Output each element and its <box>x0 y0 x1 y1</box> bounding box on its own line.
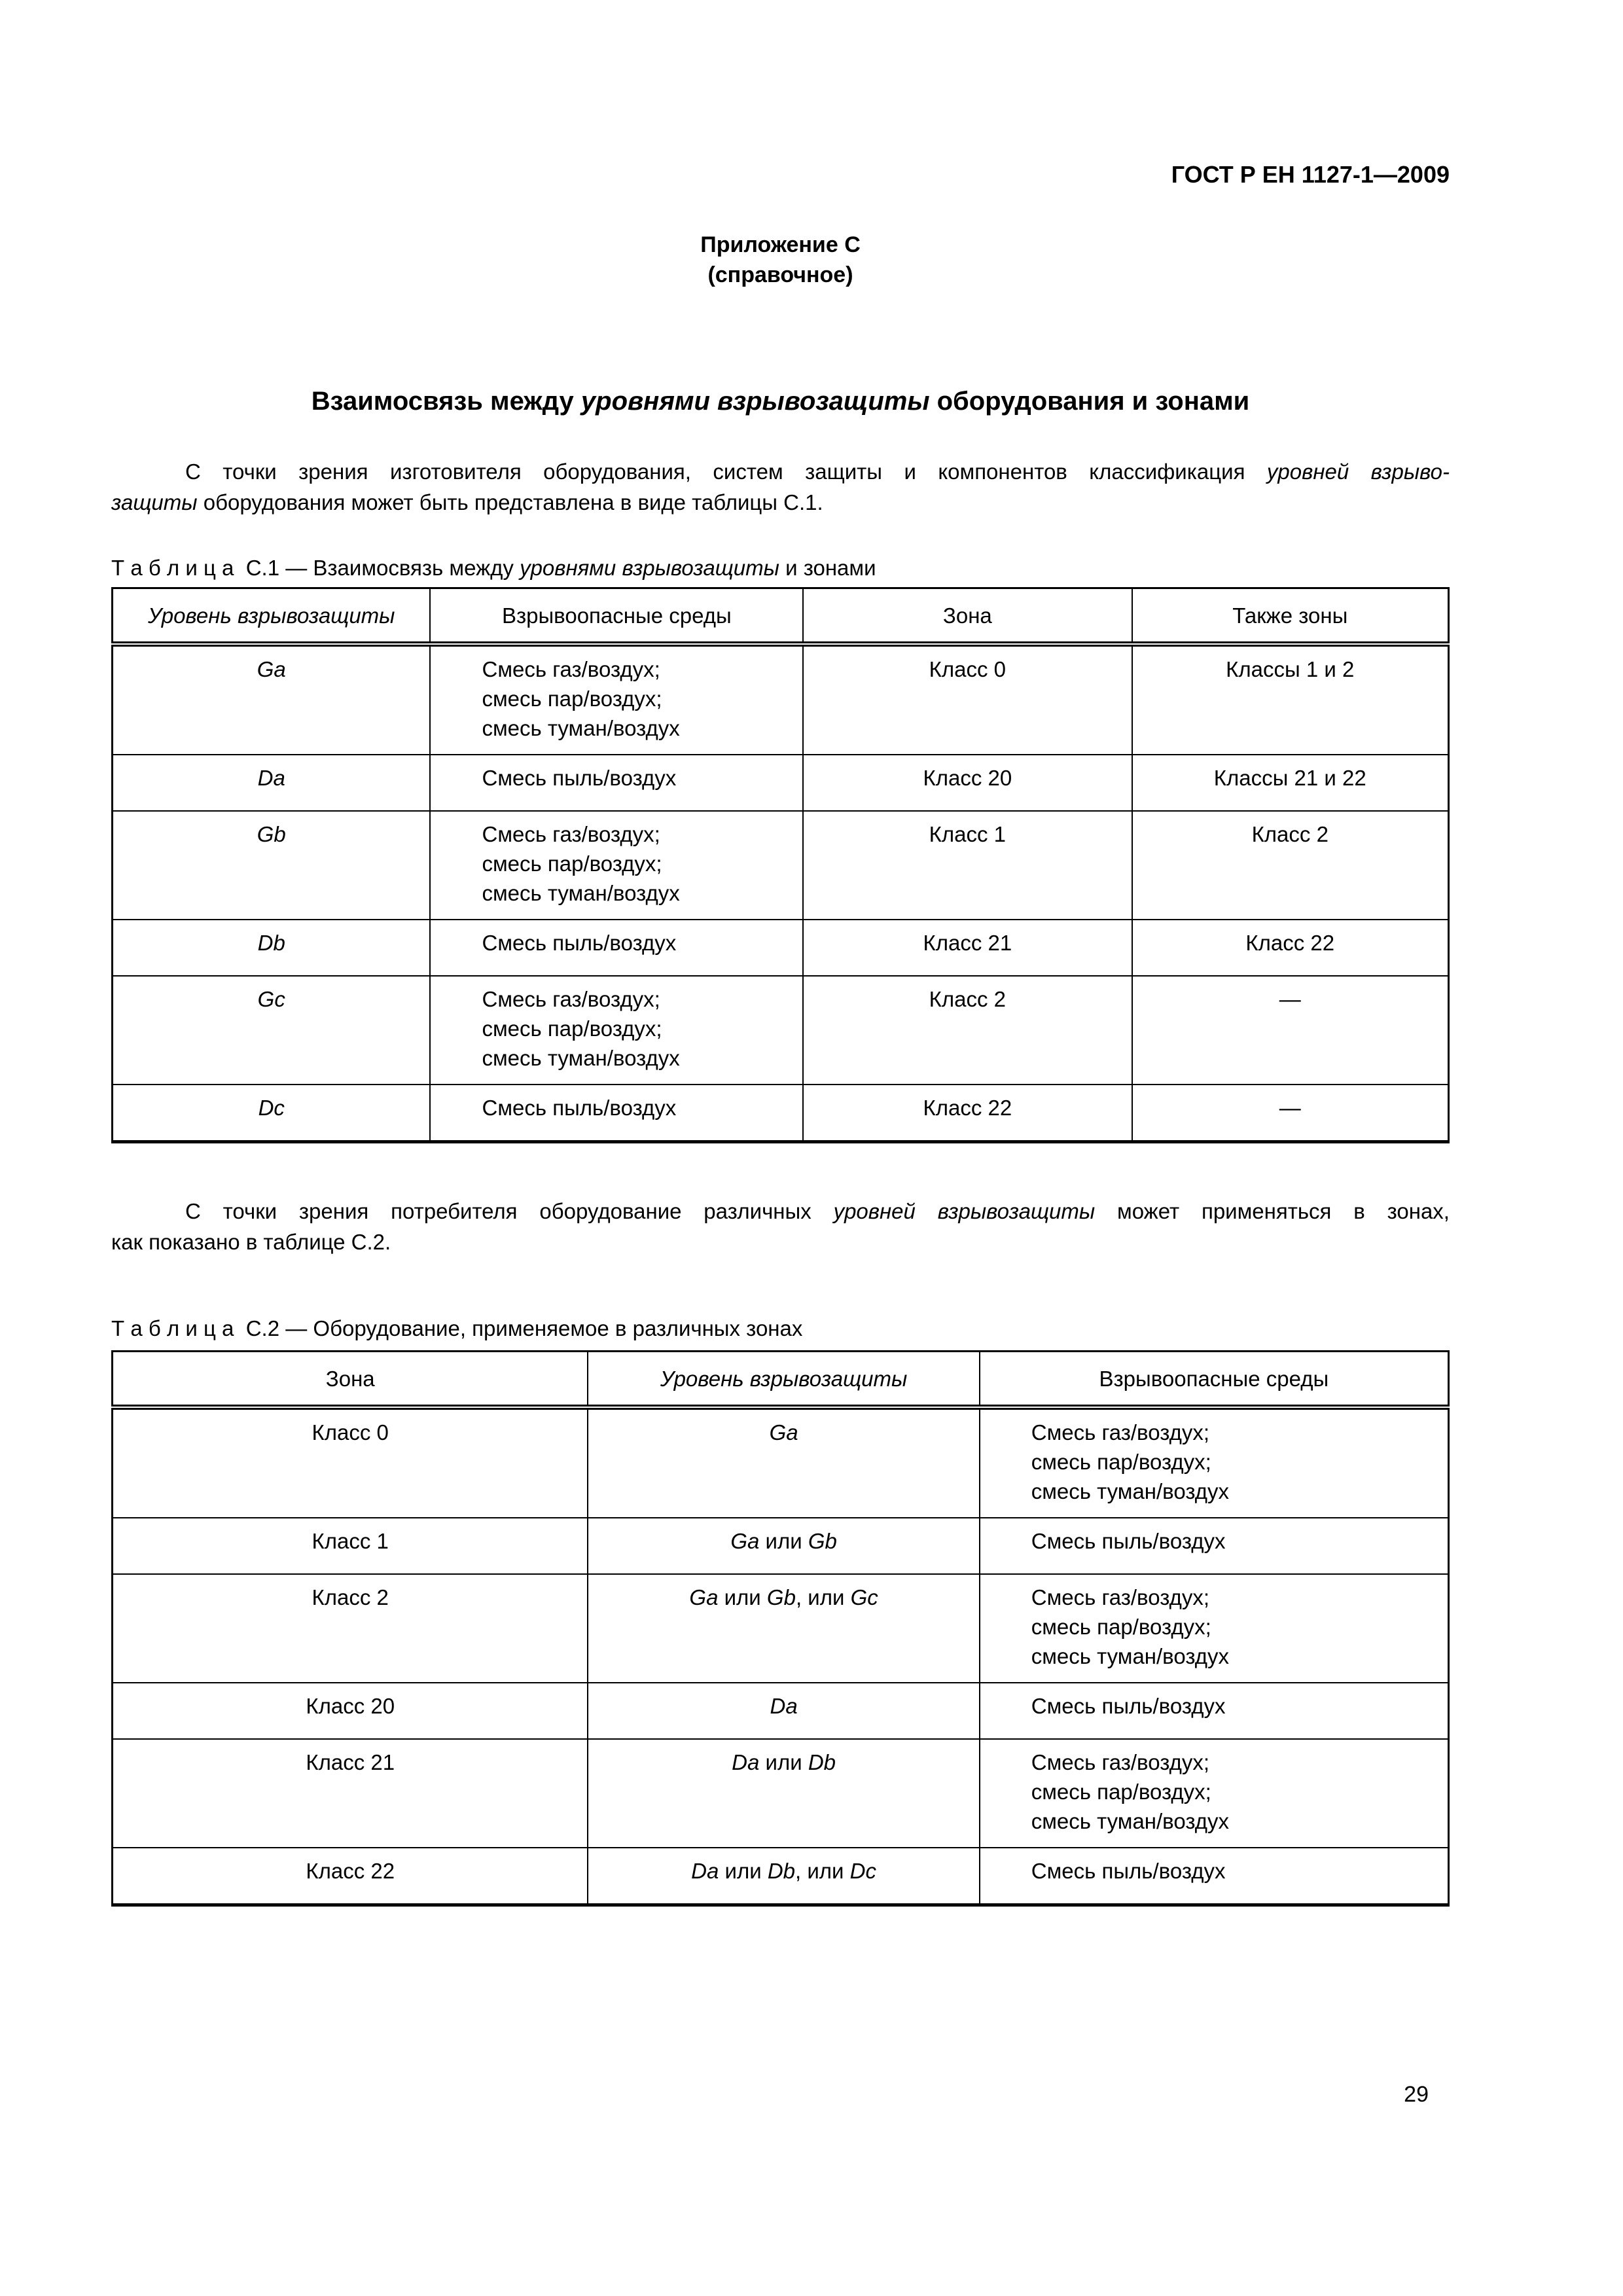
cell-zone: Класс 22 <box>803 1085 1132 1142</box>
level-code: Db <box>808 1750 836 1774</box>
level-code: Da <box>257 766 285 790</box>
table-row <box>113 644 1449 755</box>
table-row <box>113 1085 1449 1142</box>
cell-level <box>588 1848 979 1905</box>
level-code: Da <box>770 1694 798 1718</box>
page-title-italic: уровнями взрывозащиты <box>580 387 930 416</box>
cell-zone: Класс 2 <box>803 976 1132 1085</box>
paragraph-1-line-2 <box>111 487 1450 518</box>
cell-zone: Класс 20 <box>113 1683 588 1739</box>
level-code: Gc <box>257 987 285 1011</box>
table-c1-caption-post: и зонами <box>779 556 876 580</box>
cell-level <box>588 1739 979 1848</box>
level-code: Db <box>257 931 285 955</box>
cell-zone: Класс 0 <box>113 1407 588 1518</box>
media-line: смесь туман/воздух <box>1031 1644 1229 1668</box>
level-code: Da <box>732 1750 760 1774</box>
paragraph-2-text-2: может применяться в зонах, <box>1095 1199 1450 1223</box>
level-code: Gc <box>850 1585 878 1609</box>
paragraph-1-line-1 <box>111 456 1450 487</box>
media-line: смесь пар/воздух; <box>1031 1450 1211 1474</box>
level-sep: , или <box>795 1585 851 1609</box>
level-code: Ga <box>257 657 286 681</box>
table-row <box>113 811 1449 920</box>
cell-level <box>113 1085 431 1142</box>
header-label: Уровень взрывозащиты <box>148 603 395 628</box>
page-content <box>111 0 1450 1907</box>
media-line: смесь пар/воздух; <box>482 852 662 876</box>
appendix-title: Приложение С <box>700 232 861 257</box>
cell-also: Класс 22 <box>1132 920 1449 976</box>
media-line: Смесь газ/воздух; <box>1031 1750 1210 1774</box>
table-row <box>113 1407 1449 1518</box>
media-line: Смесь пыль/воздух <box>1031 1859 1226 1883</box>
table-c2-header-row <box>113 1352 1449 1408</box>
table-c1-caption-label: Т а б л и ц а С.1 — <box>111 556 313 580</box>
cell-level <box>588 1574 979 1683</box>
cell-zone: Класс 1 <box>803 811 1132 920</box>
media-line: смесь пар/воздух; <box>482 1016 662 1041</box>
page-title-post: оборудования и зонами <box>929 387 1250 416</box>
table-c1-header-media: Взрывоопасные среды <box>430 588 803 645</box>
paragraph-1-text: С точки зрения изготовителя оборудования, систем защиты и компонентов классификация <box>185 459 1267 484</box>
media-line: Смесь пыль/воздух <box>482 931 677 955</box>
cell-media <box>430 644 803 755</box>
table-row <box>113 755 1449 811</box>
level-sep: или <box>759 1750 808 1774</box>
cell-zone: Класс 1 <box>113 1518 588 1574</box>
cell-zone: Класс 20 <box>803 755 1132 811</box>
level-sep: или <box>719 1859 768 1883</box>
table-row <box>113 1574 1449 1683</box>
media-line: смесь пар/воздух; <box>482 687 662 711</box>
media-line: смесь туман/воздух <box>482 1046 680 1070</box>
level-sep: или <box>759 1529 808 1553</box>
paragraph-1-italic: уровней взрыво- <box>1266 459 1450 484</box>
cell-level <box>588 1683 979 1739</box>
appendix-heading <box>111 230 1450 290</box>
level-code: Ga <box>769 1420 798 1444</box>
media-line: Смесь газ/воздух; <box>1031 1420 1210 1444</box>
paragraph-1-text-2: оборудования может быть представлена в виде таблицы С.1. <box>197 490 823 514</box>
media-line: смесь туман/воздух <box>482 716 680 740</box>
table-row <box>113 976 1449 1085</box>
table-c1-caption-pre: Взаимосвязь между <box>313 556 520 580</box>
media-line: Смесь газ/воздух; <box>482 987 660 1011</box>
table-row <box>113 1518 1449 1574</box>
page-title-pre: Взаимосвязь между <box>311 387 581 416</box>
cell-level <box>113 755 431 811</box>
media-line: смесь пар/воздух; <box>1031 1780 1211 1804</box>
header-label: Уровень взрывозащиты <box>660 1366 908 1391</box>
cell-level <box>113 976 431 1085</box>
cell-zone: Класс 21 <box>803 920 1132 976</box>
paragraph-2-line-1 <box>111 1196 1450 1227</box>
paragraph-2-text: С точки зрения потребителя оборудование различных <box>185 1199 834 1223</box>
cell-media <box>430 976 803 1085</box>
media-line: Смесь газ/воздух; <box>482 657 660 681</box>
cell-also: Класс 2 <box>1132 811 1449 920</box>
paragraph-2-italic: уровней взрывозащиты <box>833 1199 1096 1223</box>
table-c2-header-level <box>588 1352 979 1408</box>
media-line: Смесь пыль/воздух <box>482 766 677 790</box>
table-c2 <box>111 1350 1450 1907</box>
table-c2-caption-text: Оборудование, применяемое в различных зонах <box>313 1316 803 1340</box>
level-code: Gb <box>766 1585 796 1609</box>
cell-level <box>588 1407 979 1518</box>
level-code: Gb <box>257 822 286 846</box>
table-c1-header-also: Также зоны <box>1132 588 1449 645</box>
cell-media <box>980 1848 1449 1905</box>
level-code: Dc <box>849 1859 876 1883</box>
level-code: Ga <box>730 1529 760 1553</box>
page-number: 29 <box>1404 2082 1429 2107</box>
paragraph-2 <box>111 1196 1450 1257</box>
media-line: Смесь пыль/воздух <box>482 1096 677 1120</box>
table-c1-header-level <box>113 588 431 645</box>
cell-media <box>980 1574 1449 1683</box>
level-sep: , или <box>795 1859 850 1883</box>
table-c1-caption <box>111 553 1450 583</box>
level-code: Gb <box>808 1529 837 1553</box>
cell-zone: Класс 2 <box>113 1574 588 1683</box>
cell-media <box>430 811 803 920</box>
level-code: Ga <box>689 1585 719 1609</box>
cell-zone: Класс 0 <box>803 644 1132 755</box>
table-c1-header-zone: Зона <box>803 588 1132 645</box>
cell-zone: Класс 22 <box>113 1848 588 1905</box>
media-line: Смесь газ/воздух; <box>482 822 660 846</box>
cell-level <box>588 1518 979 1574</box>
cell-also: Классы 21 и 22 <box>1132 755 1449 811</box>
doc-code: ГОСТ Р ЕН 1127-1—2009 <box>1171 161 1450 188</box>
level-code: Dc <box>258 1096 285 1120</box>
paragraph-1 <box>111 456 1450 518</box>
paragraph-1-italic-2: защиты <box>111 490 198 514</box>
paragraph-2-line-2: как показано в таблице С.2. <box>111 1230 391 1254</box>
cell-media <box>430 920 803 976</box>
cell-also: Классы 1 и 2 <box>1132 644 1449 755</box>
cell-also: — <box>1132 1085 1449 1142</box>
table-row <box>113 920 1449 976</box>
cell-also: — <box>1132 976 1449 1085</box>
media-line: Смесь пыль/воздух <box>1031 1694 1226 1718</box>
table-row <box>113 1848 1449 1905</box>
media-line: смесь пар/воздух; <box>1031 1615 1211 1639</box>
media-line: смесь туман/воздух <box>1031 1809 1229 1833</box>
cell-level <box>113 644 431 755</box>
page-title <box>111 386 1450 417</box>
appendix-subtitle: (справочное) <box>707 262 853 287</box>
media-line: смесь туман/воздух <box>1031 1479 1229 1503</box>
table-row <box>113 1683 1449 1739</box>
cell-media <box>980 1518 1449 1574</box>
cell-media <box>430 1085 803 1142</box>
cell-zone: Класс 21 <box>113 1739 588 1848</box>
media-line: смесь туман/воздух <box>482 881 680 905</box>
cell-media <box>430 755 803 811</box>
table-c2-caption <box>111 1314 1450 1344</box>
cell-level <box>113 811 431 920</box>
level-sep: или <box>718 1585 767 1609</box>
cell-media <box>980 1683 1449 1739</box>
media-line: Смесь пыль/воздух <box>1031 1529 1226 1553</box>
table-c1-caption-italic: уровнями взрывозащиты <box>520 556 779 580</box>
cell-level <box>113 920 431 976</box>
cell-media <box>980 1739 1449 1848</box>
cell-media <box>980 1407 1449 1518</box>
table-c2-header-zone: Зона <box>113 1352 588 1408</box>
table-c1-header-row <box>113 588 1449 645</box>
table-row <box>113 1739 1449 1848</box>
media-line: Смесь газ/воздух; <box>1031 1585 1210 1609</box>
table-c2-caption-label: Т а б л и ц а С.2 — <box>111 1316 313 1340</box>
level-code: Da <box>691 1859 719 1883</box>
table-c2-header-media: Взрывоопасные среды <box>980 1352 1449 1408</box>
table-c1 <box>111 587 1450 1143</box>
level-code: Db <box>767 1859 796 1883</box>
